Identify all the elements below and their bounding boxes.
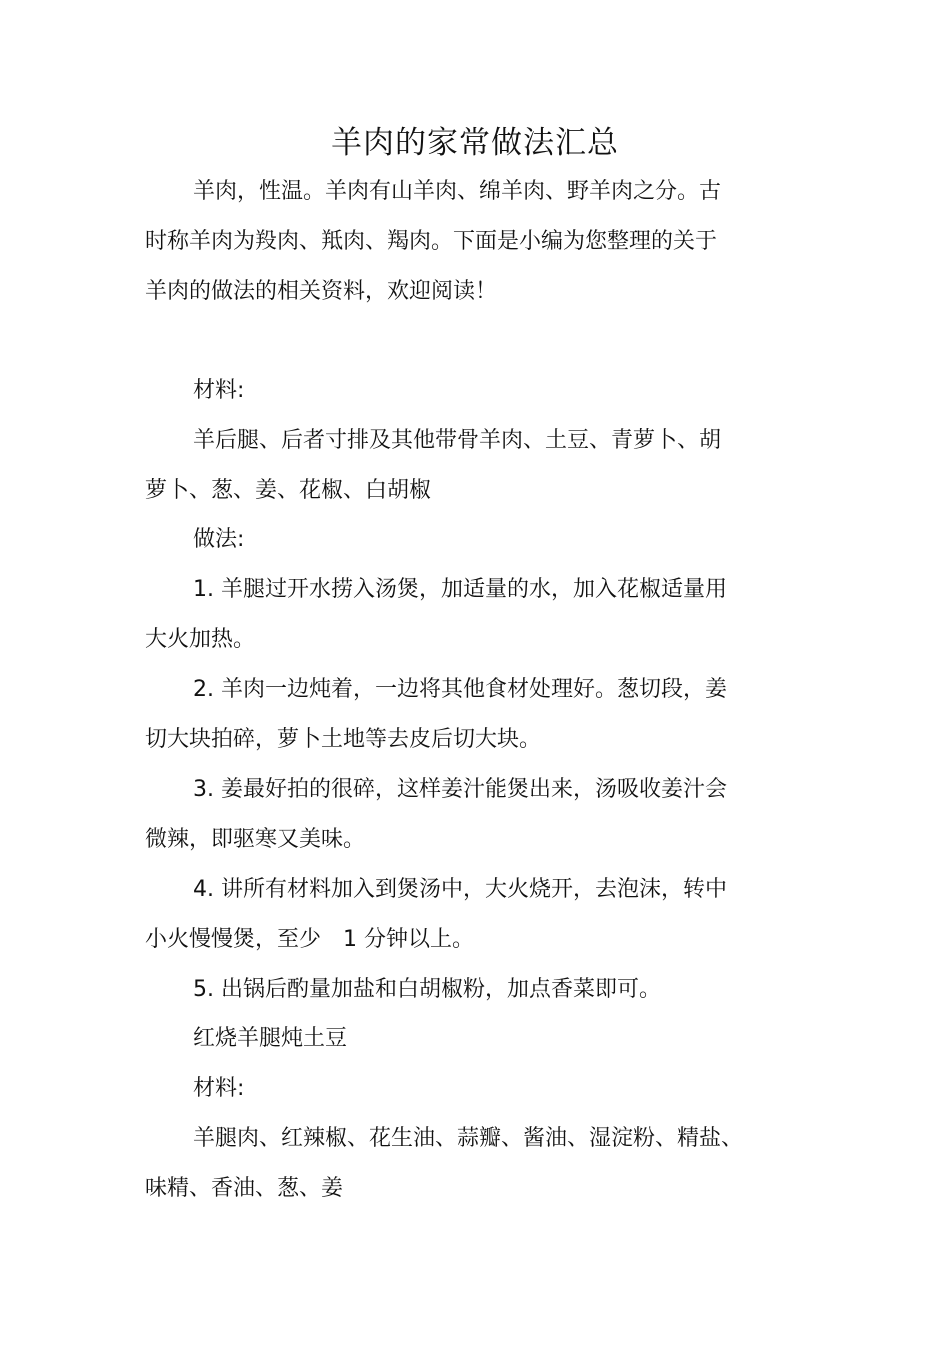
- step-line: 大火加热。: [145, 627, 256, 652]
- step-line: 小火慢慢煲，至少 1 分钟以上。: [145, 927, 474, 952]
- page-title: 羊肉的家常做法汇总: [331, 125, 619, 161]
- intro-line: 羊肉，性温。羊肉有山羊肉、绵羊肉、野羊肉之分。古: [193, 179, 722, 204]
- materials-heading-2: 材料:: [193, 1076, 245, 1101]
- materials-paragraph-2: [145, 1114, 765, 1214]
- step-line: 3. 姜最好拍的很碎，这样姜汁能煲出来，汤吸收姜汁会: [193, 777, 727, 802]
- method-heading: 做法:: [193, 527, 245, 552]
- step-line: 4. 讲所有材料加入到煲汤中，大火烧开，去泡沫，转中: [193, 877, 727, 902]
- materials-line: 萝卜、葱、姜、花椒、白胡椒: [145, 478, 432, 503]
- intro-line: 羊肉的做法的相关资料，欢迎阅读！: [145, 279, 498, 304]
- method-step-1: [145, 565, 765, 665]
- materials-line: 羊后腿、后者寸排及其他带骨羊肉、土豆、青萝卜、胡: [193, 428, 722, 453]
- step-line: 微辣，即驱寒又美味。: [145, 827, 366, 852]
- materials-paragraph: [145, 416, 765, 516]
- step-line: 1. 羊腿过开水捞入汤煲，加适量的水，加入花椒适量用: [193, 577, 727, 602]
- materials-heading: 材料:: [193, 378, 245, 403]
- intro-paragraph: [145, 167, 765, 317]
- intro-line: 时称羊肉为羖肉、羝肉、羯肉。下面是小编为您整理的关于: [145, 229, 718, 254]
- materials-line: 味精、香油、葱、姜: [145, 1176, 344, 1201]
- materials-line: 羊腿肉、红辣椒、花生油、蒜瓣、酱油、湿淀粉、精盐、: [193, 1126, 744, 1151]
- method-step-2: [145, 665, 765, 765]
- step-line: 切大块拍碎，萝卜土地等去皮后切大块。: [145, 727, 542, 752]
- step-line: 2. 羊肉一边炖着，一边将其他食材处理好。葱切段，姜: [193, 677, 727, 702]
- method-step-3: [145, 765, 765, 865]
- step-line: 5. 出锅后酌量加盐和白胡椒粉，加点香菜即可。: [193, 977, 661, 1002]
- method-step-4: [145, 865, 765, 965]
- recipe-heading: 红烧羊腿炖土豆: [193, 1026, 348, 1051]
- method-step-5: [145, 965, 765, 1015]
